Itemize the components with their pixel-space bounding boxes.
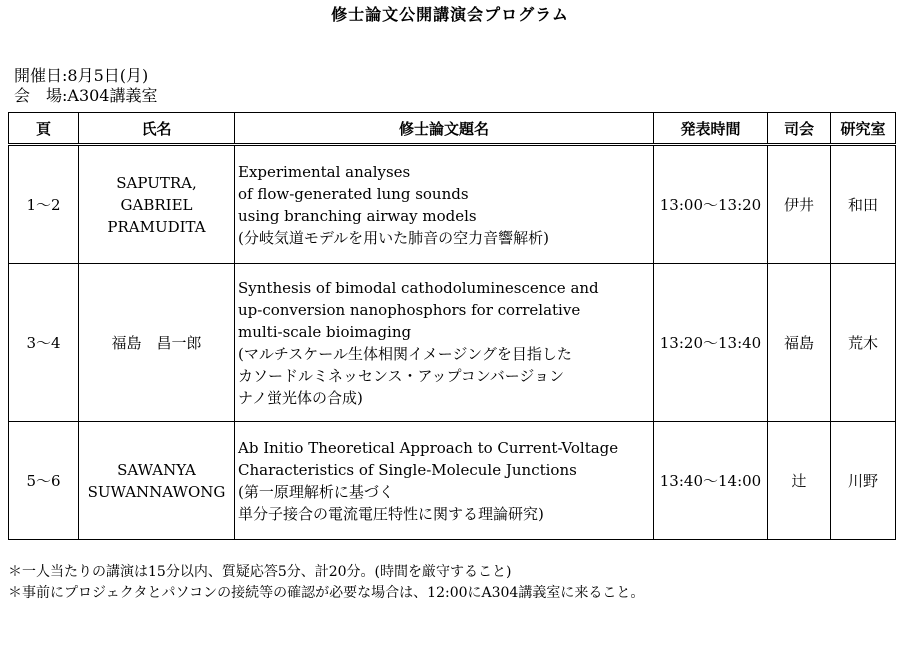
- pages-cell: 1～2: [9, 145, 79, 264]
- header-name: 氏名: [79, 113, 235, 145]
- title-line: using branching airway models: [238, 206, 477, 225]
- time-cell: 13:20～13:40: [654, 264, 768, 422]
- title-line: (第一原理解析に基づく: [238, 482, 394, 501]
- name-line: GABRIEL: [120, 195, 193, 214]
- title-line: up-conversion nanophosphors for correlative: [238, 300, 581, 319]
- pages-cell: 3～4: [9, 264, 79, 422]
- header-thesis-title: 修士論文題名: [235, 113, 654, 145]
- name-line: 福島 昌一郎: [111, 333, 202, 352]
- title-line: カソードルミネッセンス・アップコンバージョン: [238, 366, 565, 385]
- title-line: ナノ蛍光体の合成): [238, 388, 363, 407]
- thesis-title-cell: [235, 422, 654, 540]
- time-cell: 13:00～13:20: [654, 145, 768, 264]
- page-title: 修士論文公開講演会プログラム: [331, 5, 569, 24]
- note-line: ＊一人当たりの講演は15分以内、質疑応答5分、計20分。(時間を厳守すること): [8, 564, 512, 580]
- title-line: (分岐気道モデルを用いた肺音の空力音響解析): [238, 228, 549, 247]
- title-line: of flow-generated lung sounds: [238, 184, 469, 203]
- event-venue: 会 場:A304講義室: [14, 86, 158, 105]
- title-line: Experimental analyses: [238, 162, 411, 181]
- title-line: multi-scale bioimaging: [238, 322, 412, 341]
- header-time: 発表時間: [654, 113, 768, 145]
- name-line: SUWANNAWONG: [87, 482, 226, 501]
- thesis-title-cell: [235, 145, 654, 264]
- chair-cell: 伊井: [768, 145, 831, 264]
- lab-cell: 和田: [831, 145, 896, 264]
- name-cell: [79, 422, 235, 540]
- notes: [8, 562, 644, 604]
- title-line: Characteristics of Single-Molecule Junctions: [238, 460, 577, 479]
- name-line: PRAMUDITA: [107, 217, 206, 236]
- name-cell: [79, 145, 235, 264]
- thesis-title-cell: [235, 264, 654, 422]
- name-cell: [79, 264, 235, 422]
- chair-cell: 福島: [768, 264, 831, 422]
- title-line: Synthesis of bimodal cathodoluminescence and: [238, 278, 599, 297]
- header-chair: 司会: [768, 113, 831, 145]
- table-row: [9, 422, 896, 540]
- title-line: Ab Initio Theoretical Approach to Current-Voltage: [238, 438, 619, 457]
- event-date: 開催日:8月5日(月): [14, 66, 149, 85]
- time-cell: 13:40～14:00: [654, 422, 768, 540]
- note-line: ＊事前にプロジェクタとパソコンの接続等の確認が必要な場合は、12:00にA304講義室に来ること。: [8, 585, 645, 601]
- table-row: [9, 264, 896, 422]
- name-line: SAPUTRA,: [116, 173, 197, 192]
- lab-cell: 荒木: [831, 264, 896, 422]
- lab-cell: 川野: [831, 422, 896, 540]
- title-line: 単分子接合の電流電圧特性に関する理論研究): [238, 504, 544, 523]
- header-lab: 研究室: [831, 113, 896, 145]
- chair-cell: 辻: [768, 422, 831, 540]
- header-pages: 頁: [9, 113, 79, 145]
- title-line: (マルチスケール生体相関イメージングを目指した: [238, 344, 572, 363]
- pages-cell: 5～6: [9, 422, 79, 540]
- table-header-row: [9, 113, 896, 145]
- program-table: [8, 112, 896, 540]
- table-row: [9, 145, 896, 264]
- name-line: SAWANYA: [117, 460, 196, 479]
